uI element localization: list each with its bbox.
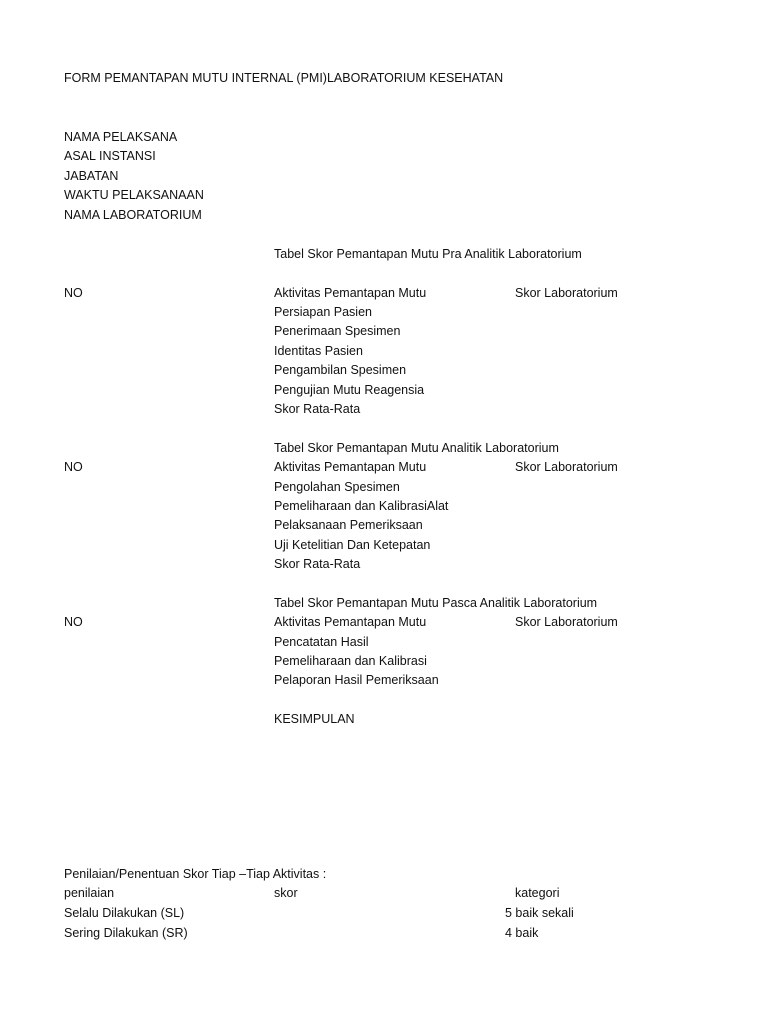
table-row: Pemeliharaan dan KalibrasiAlat — [274, 499, 449, 513]
table-row: Penerimaan Spesimen — [274, 324, 401, 338]
table-row: Pemeliharaan dan Kalibrasi — [274, 654, 427, 668]
scoring-column-skor: skor — [274, 886, 298, 900]
table-caption: Tabel Skor Pemantapan Mutu Analitik Laboratorium — [274, 441, 559, 455]
column-header-score: Skor Laboratorium — [515, 460, 618, 474]
field-jabatan: JABATAN — [64, 169, 119, 183]
column-header-activity: Aktivitas Pemantapan Mutu — [274, 615, 427, 629]
scoring-heading: Penilaian/Penentuan Skor Tiap –Tiap Aktivitas : — [64, 867, 327, 881]
field-asal-instansi: ASAL INSTANSI — [64, 149, 156, 163]
document-title: FORM PEMANTAPAN MUTU INTERNAL (PMI)LABORATORIUM KESEHATAN — [64, 71, 504, 85]
scoring-column-penilaian: penilaian — [64, 886, 115, 900]
field-waktu-pelaksanaan: WAKTU PELAKSANAAN — [64, 188, 204, 202]
column-header-activity: Aktivitas Pemantapan Mutu — [274, 286, 427, 300]
table-row: Pelaporan Hasil Pemeriksaan — [274, 673, 439, 687]
table-row: Skor Rata-Rata — [274, 402, 361, 416]
field-nama-laboratorium: NAMA LABORATORIUM — [64, 208, 202, 222]
table-row: Pengambilan Spesimen — [274, 363, 407, 377]
scoring-column-kategori: kategori — [515, 886, 560, 900]
table-row: Identitas Pasien — [274, 344, 363, 358]
scoring-row-value: 5 baik sekali — [505, 906, 574, 920]
table-row: Skor Rata-Rata — [274, 557, 361, 571]
conclusion-label: KESIMPULAN — [274, 712, 355, 726]
scoring-row-value: 4 baik — [505, 926, 539, 940]
column-header-no: NO — [64, 615, 83, 629]
table-row: Pencatatan Hasil — [274, 635, 369, 649]
table-row: Pengujian Mutu Reagensia — [274, 383, 425, 397]
column-header-no: NO — [64, 460, 83, 474]
table-row: Pengolahan Spesimen — [274, 480, 400, 494]
table-caption: Tabel Skor Pemantapan Mutu Pra Analitik Laboratorium — [274, 247, 582, 261]
table-caption: Tabel Skor Pemantapan Mutu Pasca Analitik Laboratorium — [274, 596, 598, 610]
scoring-row-label: Selalu Dilakukan (SL) — [64, 906, 185, 920]
column-header-score: Skor Laboratorium — [515, 615, 618, 629]
table-row: Pelaksanaan Pemeriksaan — [274, 518, 423, 532]
scoring-row-label: Sering Dilakukan (SR) — [64, 926, 188, 940]
column-header-score: Skor Laboratorium — [515, 286, 618, 300]
column-header-no: NO — [64, 286, 83, 300]
field-nama-pelaksana: NAMA PELAKSANA — [64, 130, 178, 144]
column-header-activity: Aktivitas Pemantapan Mutu — [274, 460, 427, 474]
table-row: Persiapan Pasien — [274, 305, 372, 319]
table-row: Uji Ketelitian Dan Ketepatan — [274, 538, 431, 552]
